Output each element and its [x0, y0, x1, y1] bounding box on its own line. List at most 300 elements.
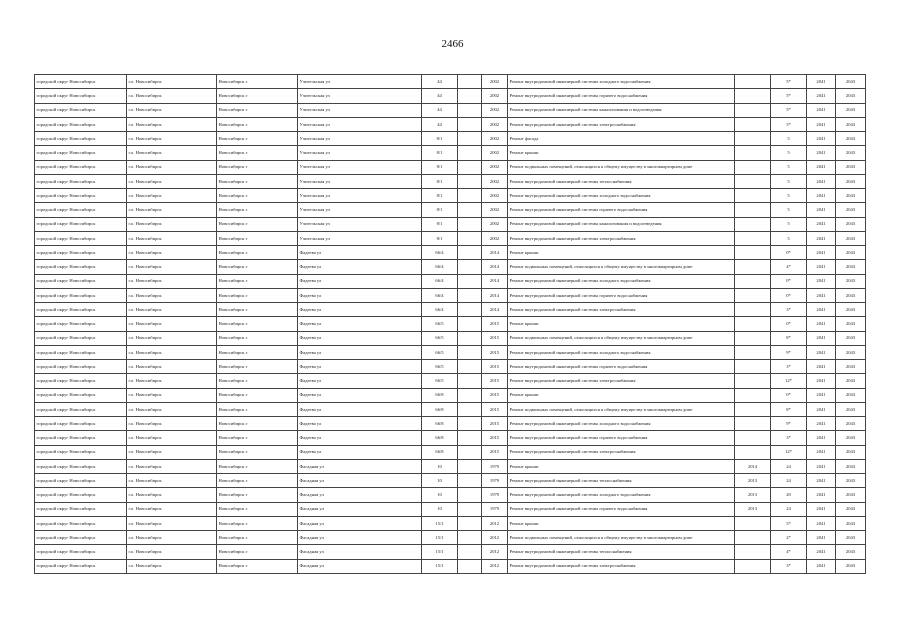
plan-end-cell: 2043: [836, 189, 866, 203]
work-type-cell: Ремонт внутридомовой инженерной системы горячего водоснабжения: [508, 431, 735, 445]
work-type-cell: Ремонт внутридомовой инженерной системы электроснабжения: [508, 374, 735, 388]
service-life-cell: 12*: [771, 374, 807, 388]
service-life-cell: 3*: [771, 360, 807, 374]
district-cell: г.о. Новосибирск: [127, 146, 217, 160]
year-built-cell: 2002: [482, 160, 508, 174]
street-cell: Фадеева ул: [298, 274, 422, 288]
table-row: [35, 488, 866, 502]
service-life-cell: 5: [771, 189, 807, 203]
plan-start-cell: 2041: [807, 231, 836, 245]
plan-start-cell: 2041: [807, 531, 836, 545]
street-cell: Учительская ул: [298, 103, 422, 117]
table-row: [35, 474, 866, 488]
plan-start-cell: 2041: [807, 402, 836, 416]
building-cell: [458, 89, 482, 103]
plan-end-cell: 2043: [836, 160, 866, 174]
last-repair-year-cell: 2014: [735, 459, 771, 473]
plan-start-cell: 2041: [807, 360, 836, 374]
last-repair-year-cell: [735, 345, 771, 359]
plan-start-cell: 2041: [807, 445, 836, 459]
house-number-cell: 15/1: [422, 545, 458, 559]
municipality-cell: городской округ Новосибирск: [35, 303, 127, 317]
service-life-cell: 2*: [771, 531, 807, 545]
table-row: [35, 402, 866, 416]
service-life-cell: 3*: [771, 431, 807, 445]
house-number-cell: 10: [422, 474, 458, 488]
service-life-cell: 5: [771, 231, 807, 245]
plan-start-cell: 2041: [807, 132, 836, 146]
last-repair-year-cell: [735, 317, 771, 331]
municipality-cell: городской округ Новосибирск: [35, 89, 127, 103]
district-cell: г.о. Новосибирск: [127, 388, 217, 402]
year-built-cell: 2012: [482, 516, 508, 530]
plan-end-cell: 2043: [836, 117, 866, 131]
work-type-cell: Ремонт подвальных помещений, относящихся к общему имуществу в многоквартирном доме: [508, 531, 735, 545]
city-cell: Новосибирск г: [217, 545, 298, 559]
table-row: [35, 203, 866, 217]
plan-start-cell: 2041: [807, 388, 836, 402]
building-cell: [458, 445, 482, 459]
plan-start-cell: 2041: [807, 516, 836, 530]
street-cell: Фадеева ул: [298, 246, 422, 260]
house-number-cell: 66/4: [422, 246, 458, 260]
district-cell: г.о. Новосибирск: [127, 132, 217, 146]
plan-start-cell: 2041: [807, 260, 836, 274]
street-cell: Учительская ул: [298, 231, 422, 245]
district-cell: г.о. Новосибирск: [127, 231, 217, 245]
year-built-cell: 2002: [482, 174, 508, 188]
street-cell: Фадеева ул: [298, 303, 422, 317]
district-cell: г.о. Новосибирск: [127, 203, 217, 217]
service-life-cell: 20: [771, 488, 807, 502]
table-row: [35, 445, 866, 459]
last-repair-year-cell: [735, 445, 771, 459]
city-cell: Новосибирск г: [217, 117, 298, 131]
year-built-cell: 2015: [482, 331, 508, 345]
work-type-cell: Ремонт крыши: [508, 317, 735, 331]
last-repair-year-cell: [735, 217, 771, 231]
street-cell: Учительская ул: [298, 146, 422, 160]
work-type-cell: Ремонт внутридомовой инженерной системы электроснабжения: [508, 303, 735, 317]
district-cell: г.о. Новосибирск: [127, 459, 217, 473]
district-cell: г.о. Новосибирск: [127, 303, 217, 317]
work-type-cell: Ремонт внутридомовой инженерной системы холодного водоснабжения: [508, 417, 735, 431]
house-number-cell: 8/1: [422, 174, 458, 188]
work-type-cell: Ремонт внутридомовой инженерной системы канализования и водоотведения: [508, 217, 735, 231]
plan-start-cell: 2041: [807, 502, 836, 516]
city-cell: Новосибирск г: [217, 402, 298, 416]
street-cell: Фадеева ул: [298, 288, 422, 302]
plan-end-cell: 2043: [836, 331, 866, 345]
plan-start-cell: 2041: [807, 431, 836, 445]
table-row: [35, 260, 866, 274]
municipality-cell: городской округ Новосибирск: [35, 103, 127, 117]
building-cell: [458, 331, 482, 345]
district-cell: г.о. Новосибирск: [127, 488, 217, 502]
table-row: [35, 146, 866, 160]
year-built-cell: 2015: [482, 374, 508, 388]
service-life-cell: 8*: [771, 402, 807, 416]
plan-start-cell: 2041: [807, 89, 836, 103]
district-cell: г.о. Новосибирск: [127, 402, 217, 416]
service-life-cell: 24: [771, 459, 807, 473]
service-life-cell: 5: [771, 174, 807, 188]
table-row: [35, 431, 866, 445]
service-life-cell: 4*: [771, 260, 807, 274]
street-cell: Фадеева ул: [298, 402, 422, 416]
building-cell: [458, 474, 482, 488]
plan-end-cell: 2043: [836, 402, 866, 416]
municipality-cell: городской округ Новосибирск: [35, 431, 127, 445]
building-cell: [458, 217, 482, 231]
plan-end-cell: 2043: [836, 445, 866, 459]
year-built-cell: 2012: [482, 531, 508, 545]
district-cell: г.о. Новосибирск: [127, 288, 217, 302]
building-cell: [458, 246, 482, 260]
year-built-cell: 2002: [482, 231, 508, 245]
service-life-cell: 5*: [771, 103, 807, 117]
municipality-cell: городской округ Новосибирск: [35, 160, 127, 174]
house-number-cell: 66/4: [422, 260, 458, 274]
work-type-cell: Ремонт внутридомовой инженерной системы холодного водоснабжения: [508, 75, 735, 89]
city-cell: Новосибирск г: [217, 288, 298, 302]
city-cell: Новосибирск г: [217, 488, 298, 502]
plan-start-cell: 2041: [807, 75, 836, 89]
plan-end-cell: 2043: [836, 231, 866, 245]
service-life-cell: 0*: [771, 274, 807, 288]
table-row: [35, 103, 866, 117]
plan-end-cell: 2043: [836, 317, 866, 331]
municipality-cell: городской округ Новосибирск: [35, 545, 127, 559]
city-cell: Новосибирск г: [217, 231, 298, 245]
building-cell: [458, 117, 482, 131]
street-cell: Учительская ул: [298, 174, 422, 188]
house-number-cell: 8/1: [422, 203, 458, 217]
plan-start-cell: 2041: [807, 203, 836, 217]
service-life-cell: 12*: [771, 445, 807, 459]
last-repair-year-cell: [735, 431, 771, 445]
last-repair-year-cell: [735, 288, 771, 302]
street-cell: Фасадная ул: [298, 474, 422, 488]
last-repair-year-cell: [735, 545, 771, 559]
work-type-cell: Ремонт внутридомовой инженерной системы холодного водоснабжения: [508, 274, 735, 288]
street-cell: Учительская ул: [298, 132, 422, 146]
building-cell: [458, 288, 482, 302]
street-cell: Фасадная ул: [298, 502, 422, 516]
house-number-cell: 44: [422, 117, 458, 131]
street-cell: Учительская ул: [298, 189, 422, 203]
service-life-cell: 3*: [771, 303, 807, 317]
municipality-cell: городской округ Новосибирск: [35, 174, 127, 188]
plan-start-cell: 2041: [807, 545, 836, 559]
building-cell: [458, 317, 482, 331]
house-number-cell: 8/1: [422, 189, 458, 203]
municipality-cell: городской округ Новосибирск: [35, 331, 127, 345]
year-built-cell: 2015: [482, 445, 508, 459]
city-cell: Новосибирск г: [217, 146, 298, 160]
building-cell: [458, 260, 482, 274]
last-repair-year-cell: [735, 117, 771, 131]
table-row: [35, 559, 866, 573]
plan-end-cell: 2043: [836, 132, 866, 146]
last-repair-year-cell: [735, 374, 771, 388]
service-life-cell: 5*: [771, 89, 807, 103]
last-repair-year-cell: [735, 146, 771, 160]
building-cell: [458, 531, 482, 545]
city-cell: Новосибирск г: [217, 174, 298, 188]
municipality-cell: городской округ Новосибирск: [35, 317, 127, 331]
city-cell: Новосибирск г: [217, 374, 298, 388]
work-type-cell: Ремонт крыши: [508, 246, 735, 260]
year-built-cell: 2015: [482, 388, 508, 402]
municipality-cell: городской округ Новосибирск: [35, 189, 127, 203]
table-row: [35, 117, 866, 131]
district-cell: г.о. Новосибирск: [127, 531, 217, 545]
municipality-cell: городской округ Новосибирск: [35, 474, 127, 488]
plan-start-cell: 2041: [807, 474, 836, 488]
street-cell: Фадеева ул: [298, 388, 422, 402]
plan-start-cell: 2041: [807, 103, 836, 117]
work-type-cell: Ремонт внутридомовой инженерной системы горячего водоснабжения: [508, 288, 735, 302]
plan-start-cell: 2041: [807, 288, 836, 302]
table-row: [35, 502, 866, 516]
table-row: [35, 545, 866, 559]
plan-start-cell: 2041: [807, 488, 836, 502]
service-life-cell: 4*: [771, 545, 807, 559]
last-repair-year-cell: [735, 203, 771, 217]
last-repair-year-cell: [735, 402, 771, 416]
table-row: [35, 174, 866, 188]
last-repair-year-cell: [735, 331, 771, 345]
municipality-cell: городской округ Новосибирск: [35, 388, 127, 402]
city-cell: Новосибирск г: [217, 274, 298, 288]
plan-end-cell: 2043: [836, 217, 866, 231]
district-cell: г.о. Новосибирск: [127, 103, 217, 117]
table-row: [35, 160, 866, 174]
house-number-cell: 10: [422, 502, 458, 516]
work-type-cell: Ремонт крыши: [508, 146, 735, 160]
street-cell: Фасадная ул: [298, 559, 422, 573]
house-number-cell: 66/8: [422, 417, 458, 431]
house-number-cell: 15/1: [422, 531, 458, 545]
building-cell: [458, 274, 482, 288]
street-cell: Учительская ул: [298, 160, 422, 174]
year-built-cell: 2002: [482, 117, 508, 131]
work-type-cell: Ремонт внутридомовой инженерной системы горячего водоснабжения: [508, 203, 735, 217]
district-cell: г.о. Новосибирск: [127, 331, 217, 345]
year-built-cell: 2002: [482, 146, 508, 160]
last-repair-year-cell: [735, 417, 771, 431]
house-number-cell: 66/8: [422, 431, 458, 445]
plan-end-cell: 2043: [836, 360, 866, 374]
building-cell: [458, 402, 482, 416]
last-repair-year-cell: 2013: [735, 502, 771, 516]
service-life-cell: 5*: [771, 75, 807, 89]
work-type-cell: Ремонт фасада: [508, 132, 735, 146]
municipality-cell: городской округ Новосибирск: [35, 345, 127, 359]
last-repair-year-cell: [735, 246, 771, 260]
house-number-cell: 8/1: [422, 231, 458, 245]
last-repair-year-cell: [735, 303, 771, 317]
plan-end-cell: 2043: [836, 146, 866, 160]
work-type-cell: Ремонт внутридомовой инженерной системы электроснабжения: [508, 559, 735, 573]
building-cell: [458, 488, 482, 502]
table-row: [35, 288, 866, 302]
house-number-cell: 44: [422, 89, 458, 103]
city-cell: Новосибирск г: [217, 417, 298, 431]
table-row: [35, 374, 866, 388]
municipality-cell: городской округ Новосибирск: [35, 488, 127, 502]
table-row: [35, 516, 866, 530]
municipality-cell: городской округ Новосибирск: [35, 374, 127, 388]
house-number-cell: 66/8: [422, 445, 458, 459]
plan-end-cell: 2043: [836, 303, 866, 317]
city-cell: Новосибирск г: [217, 246, 298, 260]
service-life-cell: 5*: [771, 516, 807, 530]
last-repair-year-cell: [735, 274, 771, 288]
last-repair-year-cell: [735, 189, 771, 203]
last-repair-year-cell: [735, 360, 771, 374]
street-cell: Учительская ул: [298, 117, 422, 131]
street-cell: Фадеева ул: [298, 417, 422, 431]
service-life-cell: 24: [771, 502, 807, 516]
municipality-cell: городской округ Новосибирск: [35, 288, 127, 302]
district-cell: г.о. Новосибирск: [127, 417, 217, 431]
street-cell: Учительская ул: [298, 203, 422, 217]
last-repair-year-cell: [735, 516, 771, 530]
district-cell: г.о. Новосибирск: [127, 431, 217, 445]
municipality-cell: городской округ Новосибирск: [35, 402, 127, 416]
house-number-cell: 66/4: [422, 303, 458, 317]
work-type-cell: Ремонт крыши: [508, 516, 735, 530]
work-type-cell: Ремонт подвальных помещений, относящихся к общему имуществу в многоквартирном доме: [508, 160, 735, 174]
plan-end-cell: 2043: [836, 345, 866, 359]
plan-start-cell: 2041: [807, 146, 836, 160]
table-row: [35, 317, 866, 331]
plan-end-cell: 2043: [836, 488, 866, 502]
plan-end-cell: 2043: [836, 103, 866, 117]
building-cell: [458, 417, 482, 431]
house-number-cell: 8/1: [422, 146, 458, 160]
city-cell: Новосибирск г: [217, 103, 298, 117]
plan-start-cell: 2041: [807, 246, 836, 260]
house-number-cell: 66/4: [422, 288, 458, 302]
year-built-cell: 2002: [482, 103, 508, 117]
district-cell: г.о. Новосибирск: [127, 474, 217, 488]
table-row: [35, 231, 866, 245]
year-built-cell: 1979: [482, 488, 508, 502]
last-repair-year-cell: [735, 174, 771, 188]
table-row: [35, 246, 866, 260]
plan-end-cell: 2043: [836, 89, 866, 103]
last-repair-year-cell: [735, 531, 771, 545]
plan-end-cell: 2043: [836, 474, 866, 488]
municipality-cell: городской округ Новосибирск: [35, 516, 127, 530]
house-number-cell: 10: [422, 459, 458, 473]
plan-start-cell: 2041: [807, 274, 836, 288]
year-built-cell: 2015: [482, 402, 508, 416]
work-type-cell: Ремонт внутридомовой инженерной системы холодного водоснабжения: [508, 189, 735, 203]
municipality-cell: городской округ Новосибирск: [35, 203, 127, 217]
city-cell: Новосибирск г: [217, 459, 298, 473]
work-type-cell: Ремонт внутридомовой инженерной системы холодного водоснабжения: [508, 345, 735, 359]
work-type-cell: Ремонт внутридомовой инженерной системы канализования и водоотведения: [508, 103, 735, 117]
plan-start-cell: 2041: [807, 559, 836, 573]
house-number-cell: 10: [422, 488, 458, 502]
street-cell: Фадеева ул: [298, 345, 422, 359]
municipality-cell: городской округ Новосибирск: [35, 117, 127, 131]
district-cell: г.о. Новосибирск: [127, 89, 217, 103]
municipality-cell: городской округ Новосибирск: [35, 445, 127, 459]
table-row: [35, 189, 866, 203]
city-cell: Новосибирск г: [217, 474, 298, 488]
building-cell: [458, 75, 482, 89]
year-built-cell: 2015: [482, 431, 508, 445]
year-built-cell: 2014: [482, 246, 508, 260]
plan-end-cell: 2043: [836, 531, 866, 545]
work-type-cell: Ремонт внутридомовой инженерной системы холодного водоснабжения: [508, 488, 735, 502]
year-built-cell: 2014: [482, 288, 508, 302]
work-type-cell: Ремонт подвальных помещений, относящихся к общему имуществу в многоквартирном доме: [508, 331, 735, 345]
table-row: [35, 274, 866, 288]
street-cell: Учительская ул: [298, 217, 422, 231]
city-cell: Новосибирск г: [217, 317, 298, 331]
last-repair-year-cell: [735, 103, 771, 117]
district-cell: г.о. Новосибирск: [127, 360, 217, 374]
service-life-cell: 0*: [771, 317, 807, 331]
plan-start-cell: 2041: [807, 345, 836, 359]
house-number-cell: 66/8: [422, 388, 458, 402]
table-row: [35, 417, 866, 431]
last-repair-year-cell: [735, 160, 771, 174]
building-cell: [458, 189, 482, 203]
street-cell: Фадеева ул: [298, 260, 422, 274]
table-row: [35, 331, 866, 345]
service-life-cell: 5: [771, 203, 807, 217]
work-type-cell: Ремонт крыши: [508, 388, 735, 402]
service-life-cell: 24: [771, 474, 807, 488]
district-cell: г.о. Новосибирск: [127, 75, 217, 89]
house-number-cell: 44: [422, 75, 458, 89]
district-cell: г.о. Новосибирск: [127, 160, 217, 174]
plan-end-cell: 2043: [836, 246, 866, 260]
service-life-cell: 5: [771, 132, 807, 146]
building-cell: [458, 388, 482, 402]
plan-start-cell: 2041: [807, 417, 836, 431]
plan-start-cell: 2041: [807, 174, 836, 188]
street-cell: Фасадная ул: [298, 488, 422, 502]
work-type-cell: Ремонт крыши: [508, 459, 735, 473]
district-cell: г.о. Новосибирск: [127, 217, 217, 231]
city-cell: Новосибирск г: [217, 516, 298, 530]
house-number-cell: 66/5: [422, 374, 458, 388]
municipality-cell: городской округ Новосибирск: [35, 459, 127, 473]
service-life-cell: 0*: [771, 246, 807, 260]
district-cell: г.о. Новосибирск: [127, 174, 217, 188]
district-cell: г.о. Новосибирск: [127, 516, 217, 530]
plan-end-cell: 2043: [836, 431, 866, 445]
building-cell: [458, 146, 482, 160]
city-cell: Новосибирск г: [217, 431, 298, 445]
work-type-cell: Ремонт внутридомовой инженерной системы горячего водоснабжения: [508, 502, 735, 516]
house-number-cell: 66/5: [422, 345, 458, 359]
municipality-cell: городской округ Новосибирск: [35, 274, 127, 288]
house-number-cell: 8/1: [422, 160, 458, 174]
plan-end-cell: 2043: [836, 502, 866, 516]
building-cell: [458, 203, 482, 217]
house-number-cell: 66/5: [422, 317, 458, 331]
year-built-cell: 2014: [482, 260, 508, 274]
